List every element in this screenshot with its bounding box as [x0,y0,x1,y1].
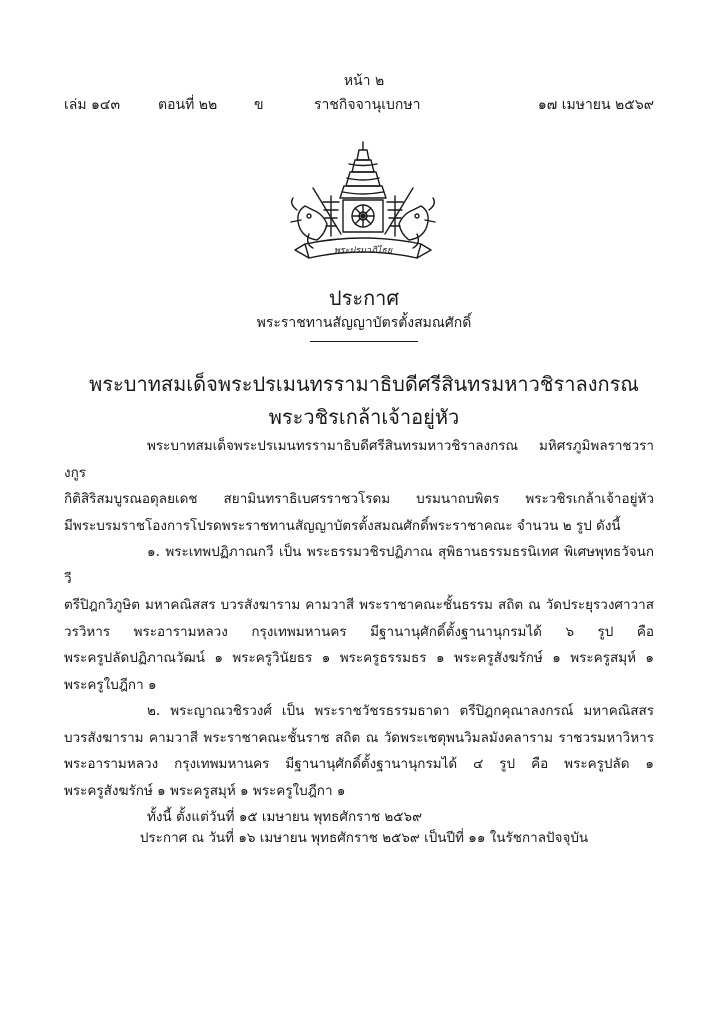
body-line: วรวิหาร พระอารามหลวง กรุงเทพมหานคร มีฐานานุศักดิ์ตั้งฐานานุกรมได้ ๖ รูป คือ [64,623,654,640]
document-subject: พระราชทานสัญญาบัตรตั้งสมณศักดิ์ [256,315,472,331]
sovereign-title-line: พระบาทสมเด็จพระปรเมนทรรามาธิบดีศรีสินทรมหาวชิราลงกรณ [89,372,639,396]
body-line: กิติสิริสมบูรณอดุลยเดช สยามินทราธิเบศรราชวโรดม บรมนาถบพิตร พระวชิรเกล้าเจ้าอยู่หัว [64,491,654,507]
body-line: พระครูสังฆรักษ์ ๑ พระครูสมุห์ ๑ พระครูใบฎีกา ๑ [64,782,346,799]
sovereign-title [0,368,728,434]
gazette-header [64,94,654,114]
publication-name: ราชกิจจานุเบกษา [314,97,421,113]
title-divider [310,341,418,342]
section-letter: ข [254,97,264,113]
publication-date: ๑๗ เมษายน ๒๕๖๙ [537,97,654,113]
body-line: มีพระบรมราชโองการโปรดพระราชทานสัญญาบัตรตั้งสมณศักดิ์พระราชาคณะ จำนวน ๒ รูป ดังนี้ [64,517,621,534]
proclamation-date: ประกาศ ณ วันที่ ๑๖ เมษายน พุทธศักราช ๒๕๖๙ เป็นปีที่ ๑๑ ในรัชกาลปัจจุบัน [139,830,589,846]
body-line: ตรีปิฎกวิภูษิต มหาคณิสสร บวรสังฆาราม คามวาสี พระราชาคณะชั้นธรรม สถิต ณ วัดประยุรวงศาวาส [64,597,654,613]
body-line: บวรสังฆาราม คามวาสี พระราชาคณะชั้นราช สถิต ณ วัดพระเชตุพนวิมลมังคลาราม ราชวรมหาวิหาร [64,729,654,746]
document-type: ประกาศ [328,286,400,310]
body-line: ๒. พระญาณวชิรวงศ์ เป็น พระราชวัชรธรรมธาดา ตรีปิฎกคุณาลงกรณ์ มหาคณิสสร [147,703,654,719]
sovereign-title-line: พระวชิรเกล้าเจ้าอยู่หัว [268,405,460,429]
effective-date: ทั้งนี้ ตั้งแต่วันที่ ๑๕ เมษายน พุทธศักราช ๒๕๖๙ [147,809,422,825]
body-line: พระอารามหลวง กรุงเทพมหานคร มีฐานานุศักดิ์ตั้งฐานานุกรมได้ ๔ รูป คือ พระครูปลัด ๑ [64,756,654,772]
body-line: พระบาทสมเด็จพระปรเมนทรรามาธิบดีศรีสินทรมหาวชิราลงกรณ มหิศรภูมิพลราชวรางกูร [64,438,654,481]
emblem-inscription: พระปรมาภิไธย [333,246,393,256]
body-line: พระครูปลัดปฏิภาณวัฒน์ ๑ พระครูวินัยธร ๑ พระครูธรรมธร ๑ พระครูสังฆรักษ์ ๑ พระครูสมุห์ ๑ [64,650,654,666]
body-line: พระครูใบฎีกา ๑ [64,676,157,693]
volume-number: เล่ม ๑๔๓ [64,97,121,113]
announcement-body [64,433,654,831]
page-number: หน้า ๒ [343,73,385,89]
royal-emblem-icon [283,140,443,270]
body-line: ๑. พระเทพปฏิภาณกวี เป็น พระธรรมวชิรปฏิภาณ สุพิธานธรรมธรนิเทศ พิเศษพุทธวัจนกวี [64,544,654,587]
part-number: ตอนที่ ๒๒ [158,97,218,113]
